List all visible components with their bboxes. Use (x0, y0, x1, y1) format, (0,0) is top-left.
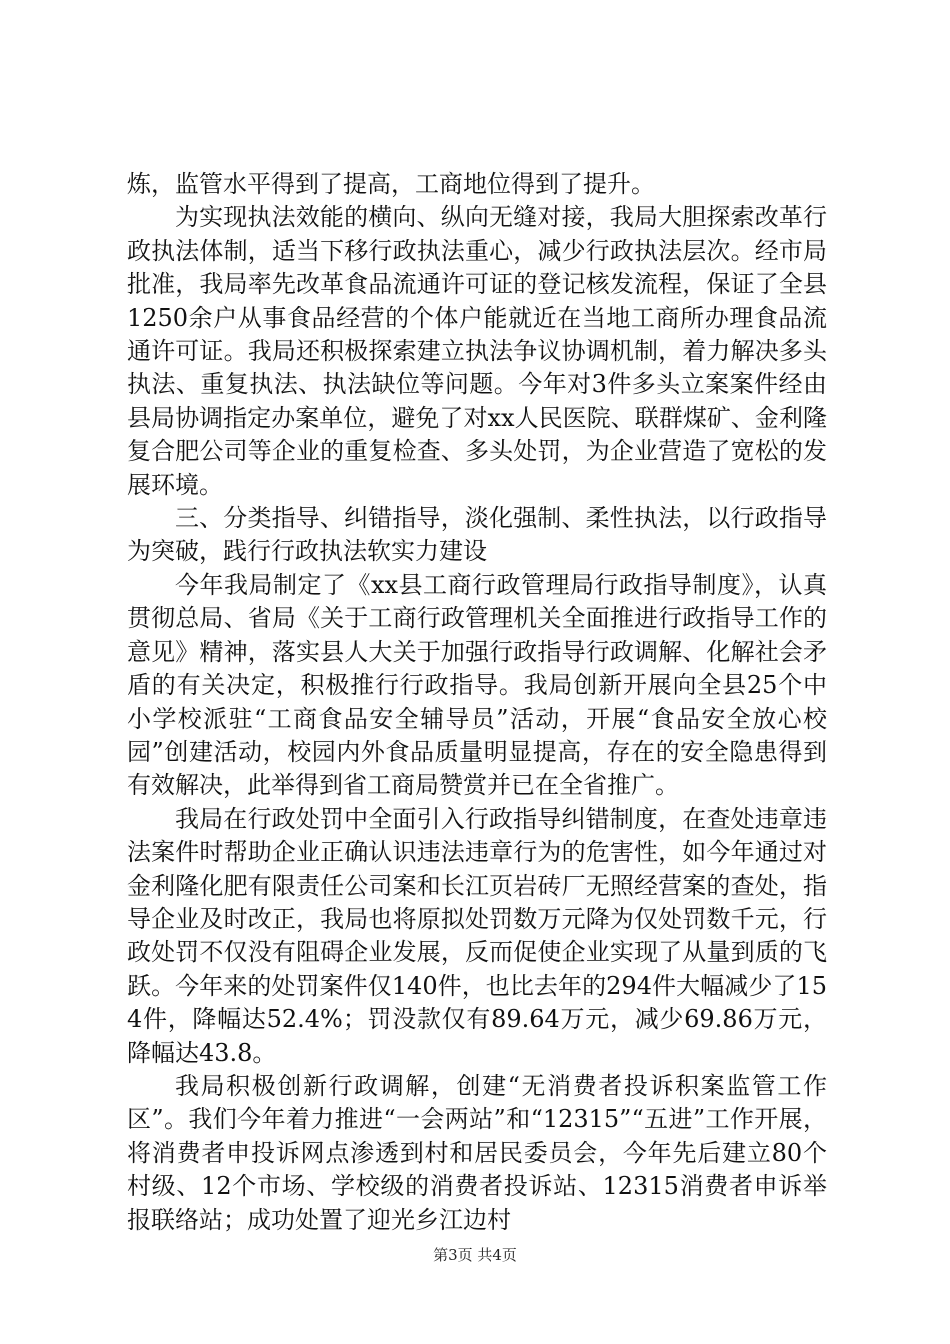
paragraph-mediation: 我局积极创新行政调解，创建“无消费者投诉积案监管工作区”。我们今年着力推进“一会两站”和“12315”“五进”工作开展，将消费者申投诉网点渗透到村和居民委员会，今年先后建立80个村级、12个市场、学校级的消费者投诉站、12315消费者申诉举报联络站；成功处置了迎光乡江边村 (127, 1071, 827, 1234)
paragraph-law-enforcement-reform: 为实现执法效能的横向、纵向无缝对接，我局大胆探索改革行政执法体制，适当下移行政执法重心，减少行政执法层次。经市局批准，我局率先改革食品流通许可证的登记核发流程，保证了全县1250余户从事食品经营的个体户能就近在当地工商所办理食品流通许可证。我局还积极探索建立执法争议协调机制，着力解决多头执法、重复执法、执法缺位等问题。今年对3件多头立案案件经由县局协调指定办案单位，避免了对xx人民医院、联群煤矿、金利隆复合肥公司等企业的重复检查、多头处罚，为企业营造了宽松的发展环境。 (127, 203, 827, 499)
page-number-footer: 第3页 共4页 (433, 1246, 517, 1264)
paragraph-continuation: 炼，监管水平得到了提高，工商地位得到了提升。 (127, 170, 655, 198)
paragraph-penalty-correction: 我局在行政处罚中全面引入行政指导纠错制度，在查处违章违法案件时帮助企业正确认识违法违章行为的危害性，如今年通过对金利隆化肥有限责任公司案和长江页岩砖厂无照经营案的查处，指导企业及时改正，我局也将原拟处罚数万元降为仅处罚数千元，行政处罚不仅没有阻碍企业发展，反而促使企业实现了从量到质的飞跃。今年来的处罚案件仅140件，也比去年的294件大幅减少了154件，降幅达52.4%；罚没款仅有89.64万元，减少69.86万元，降幅达43.8。 (127, 804, 827, 1067)
section-heading-three: 三、分类指导、纠错指导，淡化强制、柔性执法，以行政指导为突破，践行行政执法软实力建设 (127, 504, 827, 566)
document-body (127, 168, 827, 1237)
paragraph-administrative-guidance: 今年我局制定了《xx县工商行政管理局行政指导制度》，认真贯彻总局、省局《关于工商行政管理机关全面推进行政指导工作的意见》精神，落实县人大关于加强行政指导行政调解、化解社会矛盾的有关决定，积极推行行政指导。我局创新开展向全县25个中小学校派驻“工商食品安全辅导员”活动，开展“食品安全放心校园”创建活动，校园内外食品质量明显提高，存在的安全隐患得到有效解决，此举得到省工商局赞赏并已在全省推广。 (127, 570, 827, 800)
